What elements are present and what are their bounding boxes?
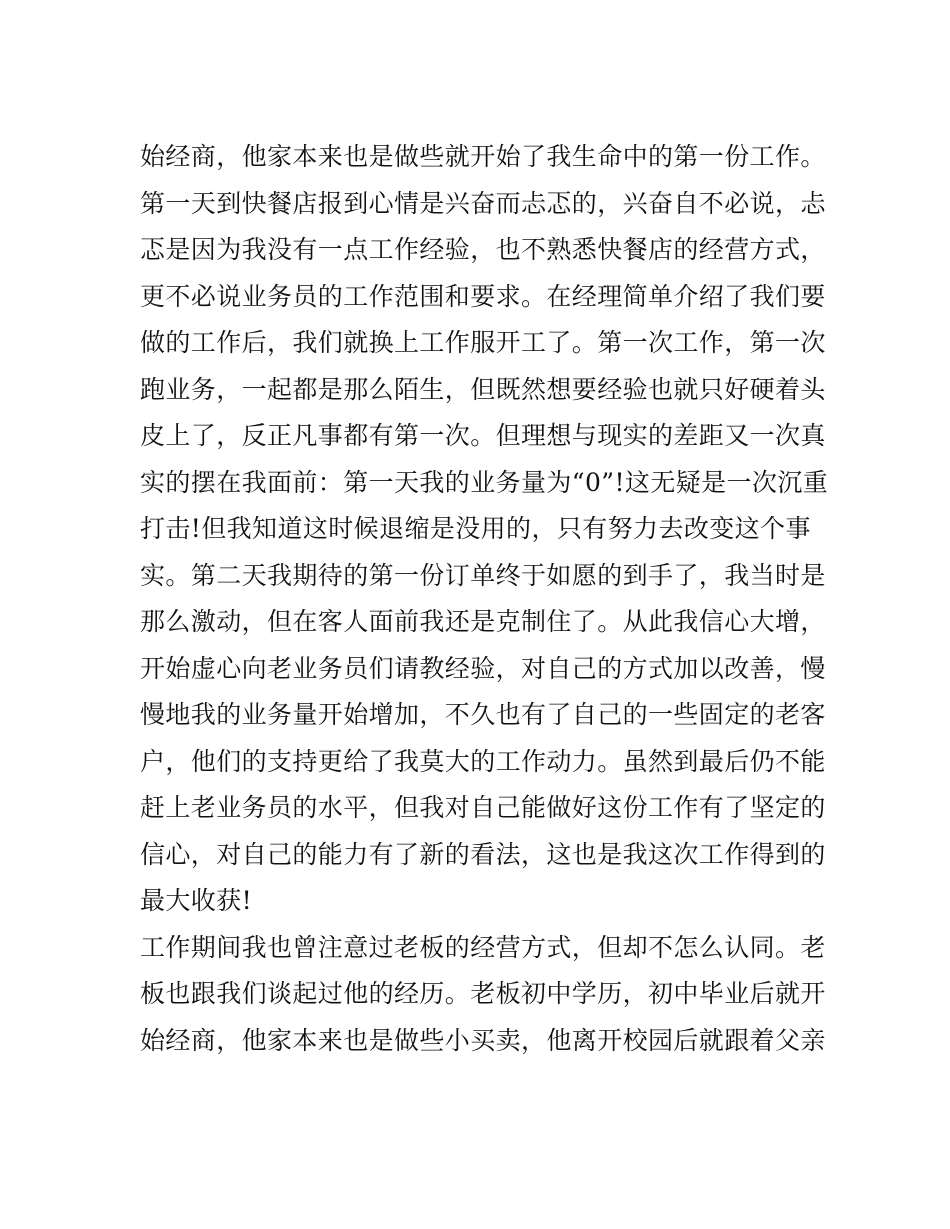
text-line: 赶上老业务员的水平，但我对自己能做好这份工作有了坚定的 <box>140 793 826 822</box>
text-line: 做的工作后，我们就换上工作服开工了。第一次工作，第一次 <box>140 328 826 357</box>
text-line: 板也跟我们谈起过他的经历。老板初中学历，初中毕业后就开 <box>140 979 826 1008</box>
text-line: 打击!但我知道这时候退缩是没用的，只有努力去改变这个事 <box>140 514 811 543</box>
text-line: 最大收获! <box>140 886 253 915</box>
text-line: 那么激动，但在客人面前我还是克制住了。从此我信心大增， <box>140 607 826 636</box>
text-line: 开始虚心向老业务员们请教经验，对自己的方式加以改善，慢 <box>140 653 826 683</box>
text-line: 工作期间我也曾注意过老板的经营方式，但却不怎么认同。老 <box>140 932 826 962</box>
text-line: 跑业务，一起都是那么陌生，但既然想要经验也就只好硬着头 <box>140 374 826 404</box>
text-line: 皮上了，反正凡事都有第一次。但理想与现实的差距又一次真 <box>140 421 826 450</box>
text-line: 始经商，他家本来也是做些就开始了我生命中的第一份工作。 <box>140 142 826 171</box>
body-text <box>140 134 829 1064</box>
text-line: 信心，对自己的能力有了新的看法，这也是我这次工作得到的 <box>140 839 826 869</box>
text-line: 第一天到快餐店报到心情是兴奋而忐忑的，兴奋自不必说，忐 <box>140 188 826 218</box>
text-line: 慢地我的业务量开始增加，不久也有了自己的一些固定的老客 <box>140 700 826 729</box>
text-line: 忑是因为我没有一点工作经验，也不熟悉快餐店的经营方式， <box>140 235 826 264</box>
text-line: 户，他们的支持更给了我莫大的工作动力。虽然到最后仍不能 <box>140 746 826 776</box>
text-line: 始经商，他家本来也是做些小买卖，他离开校园后就跟着父亲 <box>140 1025 826 1055</box>
text-line: 实。第二天我期待的第一份订单终于如愿的到手了，我当时是 <box>140 560 826 590</box>
text-line: 更不必说业务员的工作范围和要求。在经理简单介绍了我们要 <box>140 281 826 311</box>
text-line: 实的摆在我面前：第一天我的业务量为“0”!这无疑是一次沉重 <box>140 467 829 497</box>
